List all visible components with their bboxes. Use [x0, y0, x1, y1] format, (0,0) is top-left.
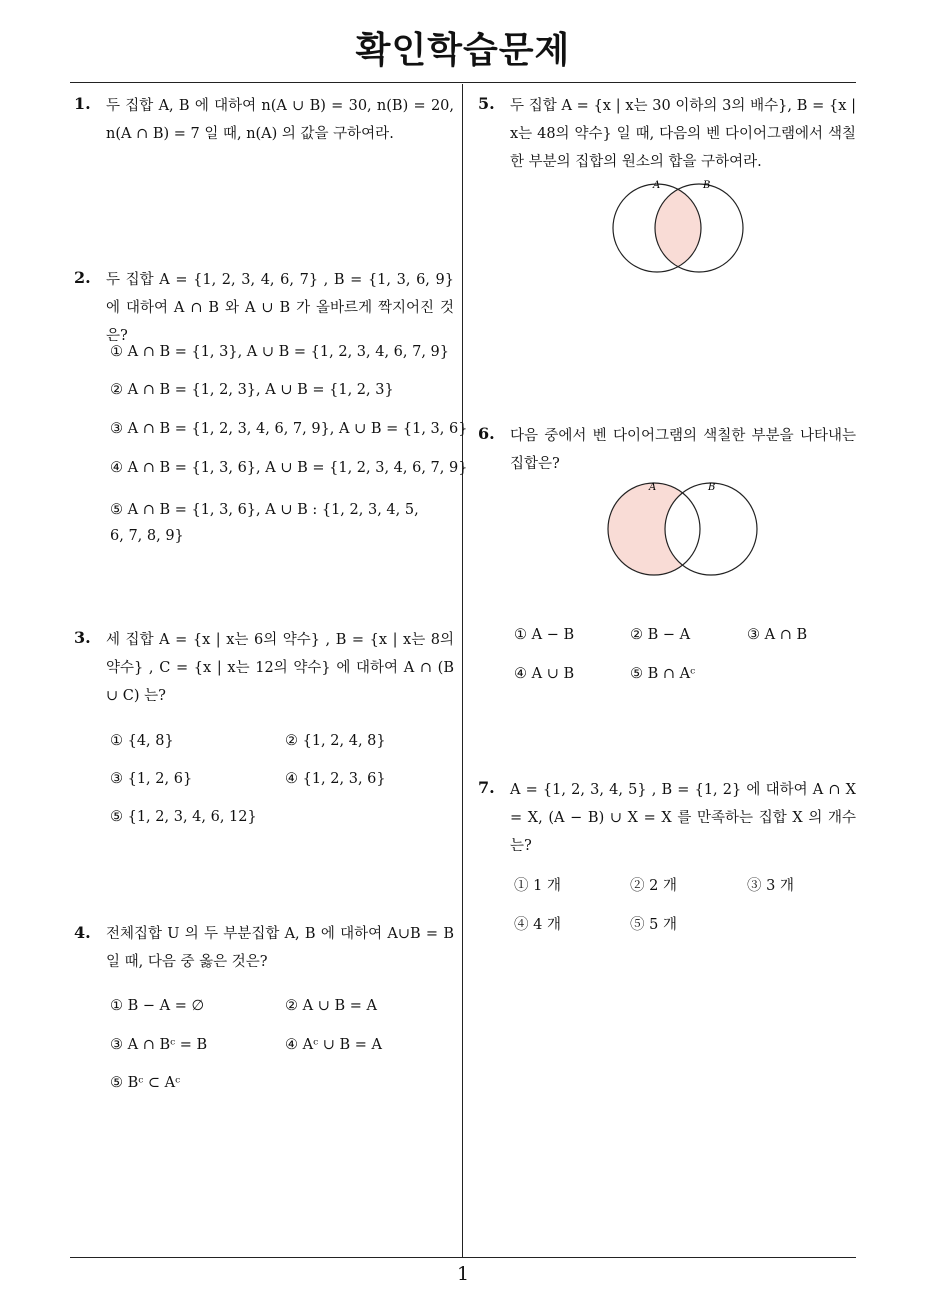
option-2[interactable]: ② B − A [630, 627, 691, 643]
set-b-label: B [703, 180, 711, 191]
set-a-label: A [649, 482, 657, 493]
problem-text: A = {1, 2, 3, 4, 5} , B = {1, 2} 에 대하여 A ∩ X = X, (A − B) ∪ X = X 를 만족하는 집합 X 의 개수는? [510, 782, 856, 854]
option-2[interactable]: ② {1, 2, 4, 8} [285, 733, 386, 749]
set-b-label: B [708, 482, 716, 493]
bottom-rule [70, 1257, 856, 1258]
page-title: 확인학습문제 [355, 30, 571, 71]
option-5[interactable]: ⑤ {1, 2, 3, 4, 6, 12} [110, 809, 257, 825]
option-4[interactable]: ④ 4 개 [514, 917, 561, 933]
problem-number: 6. [478, 424, 495, 443]
problem-number: 3. [74, 628, 91, 647]
set-a-label: A [653, 180, 661, 191]
option-4[interactable]: ④ A ∩ B = {1, 3, 6}, A ∪ B = {1, 2, 3, 4, 6, 7, 9} [110, 460, 468, 476]
problem-text: 두 집합 A, B 에 대하여 n(A ∪ B) = 30, n(B) = 20, n(A ∩ B) = 7 일 때, n(A) 의 값을 구하여라. [106, 98, 454, 142]
option-2[interactable]: ② A ∩ B = {1, 2, 3}, A ∪ B = {1, 2, 3} [110, 382, 394, 398]
problem-text: 두 집합 A = {1, 2, 3, 4, 6, 7} , B = {1, 3, 6, 9} 에 대하여 A ∩ B 와 A ∪ B 가 올바르게 짝지어진 것은? [106, 272, 454, 344]
option-1[interactable]: ① B − A = ∅ [110, 998, 205, 1014]
option-1[interactable]: ① A − B [514, 627, 575, 643]
option-1[interactable]: ① 1 개 [514, 878, 561, 894]
problem-number: 2. [74, 268, 91, 287]
option-1[interactable]: ① {4, 8} [110, 733, 174, 749]
option-4[interactable]: ④ A ∪ B [514, 666, 575, 682]
option-5[interactable]: ⑤ 5 개 [630, 917, 677, 933]
option-3[interactable]: ③ 3 개 [747, 878, 794, 894]
problem-number: 1. [74, 94, 91, 113]
option-3[interactable]: ③ {1, 2, 6} [110, 771, 193, 787]
option-5[interactable]: ⑤ Bᶜ ⊂ Aᶜ [110, 1075, 181, 1091]
option-3[interactable]: ③ A ∩ Bᶜ = B [110, 1037, 208, 1053]
option-3[interactable]: ③ A ∩ B [747, 627, 808, 643]
page-number: 1 [456, 1263, 470, 1285]
problem-text: 세 집합 A = {x | x는 6의 약수} , B = {x | x는 8의 약수} , C = {x | x는 12의 약수} 에 대하여 A ∩ (B ∪ C) 는? [106, 632, 454, 704]
option-4[interactable]: ④ Aᶜ ∪ B = A [285, 1037, 382, 1053]
option-5[interactable]: ⑤ B ∩ Aᶜ [630, 666, 696, 682]
option-1[interactable]: ① A ∩ B = {1, 3}, A ∪ B = {1, 2, 3, 4, 6, 7, 9} [110, 344, 450, 360]
column-divider [462, 84, 463, 1258]
problem-number: 7. [478, 778, 495, 797]
problem-text: 두 집합 A = {x | x는 30 이하의 3의 배수}, B = {x | x는 48의 약수} 일 때, 다음의 벤 다이어그램에서 색칠한 부분의 집합의 원소의 합을 구하여라. [510, 98, 856, 170]
option-5[interactable]: ⑤ A ∩ B = {1, 3, 6}, A ∪ B : {1, 2, 3, 4, 5, 6, 7, 8, 9} [110, 502, 419, 544]
top-rule [70, 82, 856, 83]
problem-text: 전체집합 U 의 두 부분집합 A, B 에 대하여 A∪B = B 일 때, 다음 중 옳은 것은? [106, 926, 454, 970]
option-2[interactable]: ② 2 개 [630, 878, 677, 894]
problem-text: 다음 중에서 벤 다이어그램의 색칠한 부분을 나타내는 집합은? [510, 428, 856, 472]
option-4[interactable]: ④ {1, 2, 3, 6} [285, 771, 386, 787]
problem-number: 4. [74, 923, 91, 942]
venn-diagram-difference [595, 470, 770, 585]
option-2[interactable]: ② A ∪ B = A [285, 998, 377, 1014]
problem-number: 5. [478, 94, 495, 113]
option-3[interactable]: ③ A ∩ B = {1, 2, 3, 4, 6, 7, 9}, A ∪ B = {1, 3, 6} [110, 421, 468, 437]
venn-diagram-intersection [600, 170, 770, 280]
